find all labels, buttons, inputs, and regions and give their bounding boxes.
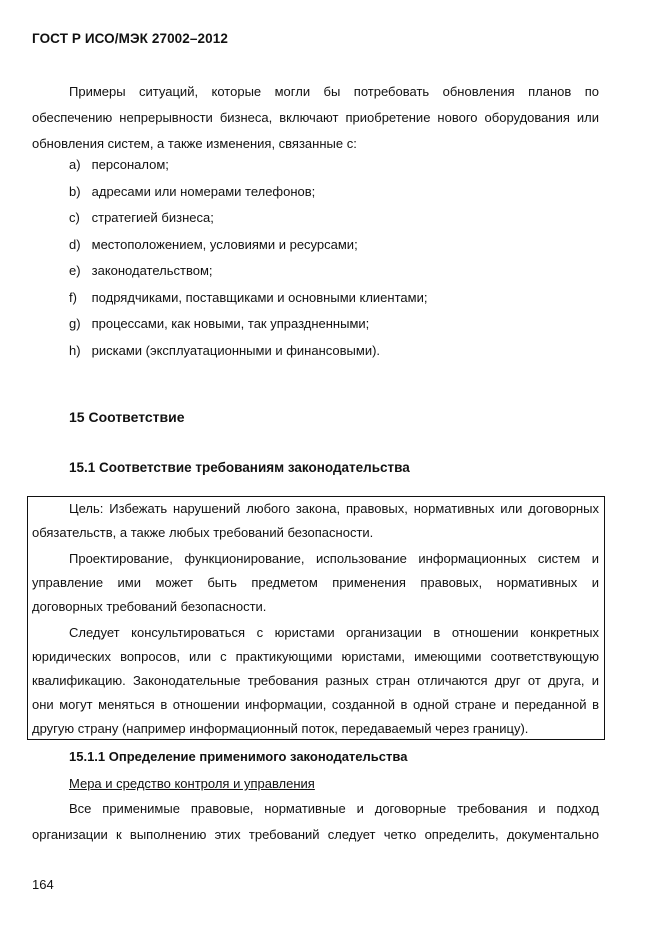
box-line: другую страну (например информационный поток, передаваемый через границу).: [32, 721, 529, 736]
objective-box: [27, 496, 605, 740]
subsection-heading: 15.1 Соответствие требованиям законодательства: [69, 460, 410, 475]
list-item-text: подрядчиками, поставщиками и основными клиентами;: [91, 289, 428, 305]
closing-line: организации к выполнению этих требований следует четко определить, документально: [32, 827, 599, 842]
section-heading: 15 Соответствие: [69, 409, 185, 425]
list-item: [69, 285, 599, 312]
list-marker: h): [69, 342, 81, 358]
box-line: Проектирование, функционирование, использование информационных систем и: [69, 551, 599, 566]
intro-line: обновления систем, а также изменения, связанные с:: [32, 136, 357, 151]
closing-line: Все применимые правовые, нормативные и договорные требования и подход: [69, 801, 599, 816]
intro-paragraph: [32, 79, 599, 157]
list-marker: b): [69, 183, 81, 199]
subsubsection-heading: 15.1.1 Определение применимого законодательства: [69, 749, 408, 764]
list-item-text: стратегией бизнеса;: [91, 210, 214, 225]
document-header: ГОСТ Р ИСО/МЭК 27002–2012: [32, 31, 228, 46]
page-number: 164: [32, 877, 54, 892]
list-item: [69, 205, 599, 232]
list-item-text: персоналом;: [91, 157, 169, 172]
list-marker: g): [69, 316, 81, 331]
change-list: [69, 152, 599, 364]
intro-line: обеспечению непрерывности бизнеса, включают приобретение нового оборудования или: [32, 110, 599, 125]
control-label: Мера и средство контроля и управления: [69, 776, 315, 791]
box-line: Цель: Избежать нарушений любого закона, правовых, нормативных или договорных: [69, 501, 599, 516]
closing-paragraph: [32, 796, 599, 848]
list-item: [69, 152, 599, 179]
list-item: [69, 311, 599, 338]
list-item-text: адресами или номерами телефонов;: [91, 183, 316, 199]
list-item: [69, 338, 599, 365]
box-line: договорных требований безопасности.: [32, 599, 267, 614]
list-marker: a): [69, 157, 81, 172]
list-item-text: местоположением, условиями и ресурсами;: [91, 236, 358, 252]
list-item-text: рисками (эксплуатационными и финансовыми).: [91, 342, 381, 358]
intro-line: Примеры ситуаций, которые могли бы потребовать обновления планов по: [69, 84, 599, 99]
list-marker: e): [69, 263, 81, 278]
list-marker: d): [69, 236, 81, 252]
box-line: обязательств, а также любых требований безопасности.: [32, 525, 374, 540]
list-item: [69, 232, 599, 259]
objective-box-content: [32, 497, 599, 741]
list-marker: c): [69, 210, 80, 225]
list-item-text: процессами, как новыми, так упраздненными;: [91, 316, 370, 331]
list-item-text: законодательством;: [91, 263, 213, 278]
box-line: управление ими может быть предметом применения правовых, нормативных и: [32, 575, 599, 590]
list-item: [69, 179, 599, 206]
list-marker: f): [69, 289, 77, 305]
list-item: [69, 258, 599, 285]
box-line: юридических вопросов, или с практикующими юристами, имеющими соответствующую: [32, 649, 599, 664]
box-line: Следует консультироваться с юристами организации в отношении конкретных: [69, 625, 599, 640]
box-line: квалификацию. Законодательные требования разных стран отличаются друг от друга, и: [32, 673, 599, 688]
box-line: они могут меняться в отношении информации, созданной в одной стране и переданной в: [32, 697, 599, 712]
